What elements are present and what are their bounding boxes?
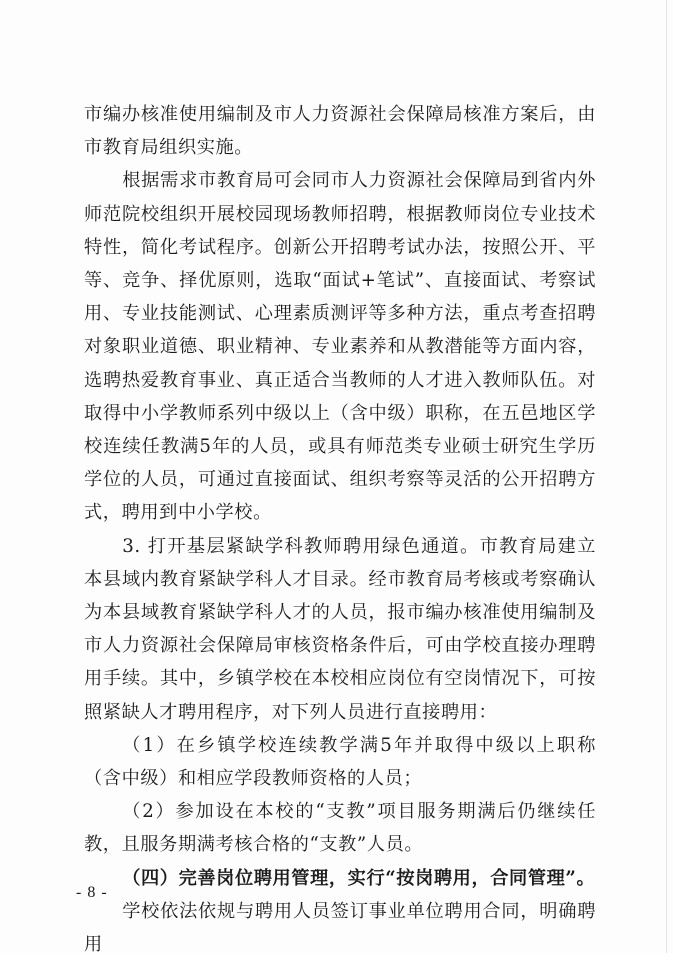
paragraph-item-2: （2）参加设在本校的“支教”项目服务期满后仍继续任教，且服务期满考核合格的“支教”人员。: [84, 801, 596, 856]
page-number: - 8 -: [76, 884, 108, 901]
paragraph-last: 学校依法依规与聘用人员签订事业单位聘用合同，明确聘用: [84, 900, 596, 956]
section-heading: （四）完善岗位聘用管理，实行“按岗聘用，合同管理”。: [122, 867, 596, 889]
paragraph-1: 市编办核准使用编制及市人力资源社会保障局核准方案后，由市教育局组织实施。: [84, 104, 596, 159]
paragraph-item-1: （1）在乡镇学校连续教学满5年并取得中级以上职称（含中级）和相应学段教师资格的人员；: [84, 734, 596, 790]
paragraph-3: 3. 打开基层紧缺学科教师聘用绿色通道。市教育局建立本县域内教育紧缺学科人才目录。经市教育局考核或考察确认为本县域教育紧缺学科人才的人员，报市编办核准使用编制及市人力资源社会保障局审核资格条件后，可由学校直接办理聘用手续。其中，乡镇学校在本校相应岗位有空岗情况下，可按照紧缺人才聘用程序，对下列人员进行直接聘用：: [84, 535, 596, 723]
paragraph-2: 根据需求市教育局可会同市人力资源社会保障局到省内外师范院校组织开展校园现场教师招聘，根据教师岗位专业技术特性，简化考试程序。创新公开招聘考试办法，按照公开、平等、竞争、择优原则，选取“面试+笔试”、直接面试、考察试用、专业技能测试、心理素质测评等多种方法，重点考查招聘对象职业道德、职业精神、专业素养和从教潜能等方面内容，选聘热爱教育事业、真正适合当教师的人才进入教师队伍。对取得中小学教师系列中级以上（含中级）职称，在五邑地区学校连续任教满5年的人员，或具有师范类专业硕士研究生学历学位的人员，可通过直接面试、组织考察等灵活的公开招聘方式，聘用到中小学校。: [84, 170, 596, 524]
document-body: [84, 98, 596, 961]
page-edge-line: [666, 0, 667, 953]
